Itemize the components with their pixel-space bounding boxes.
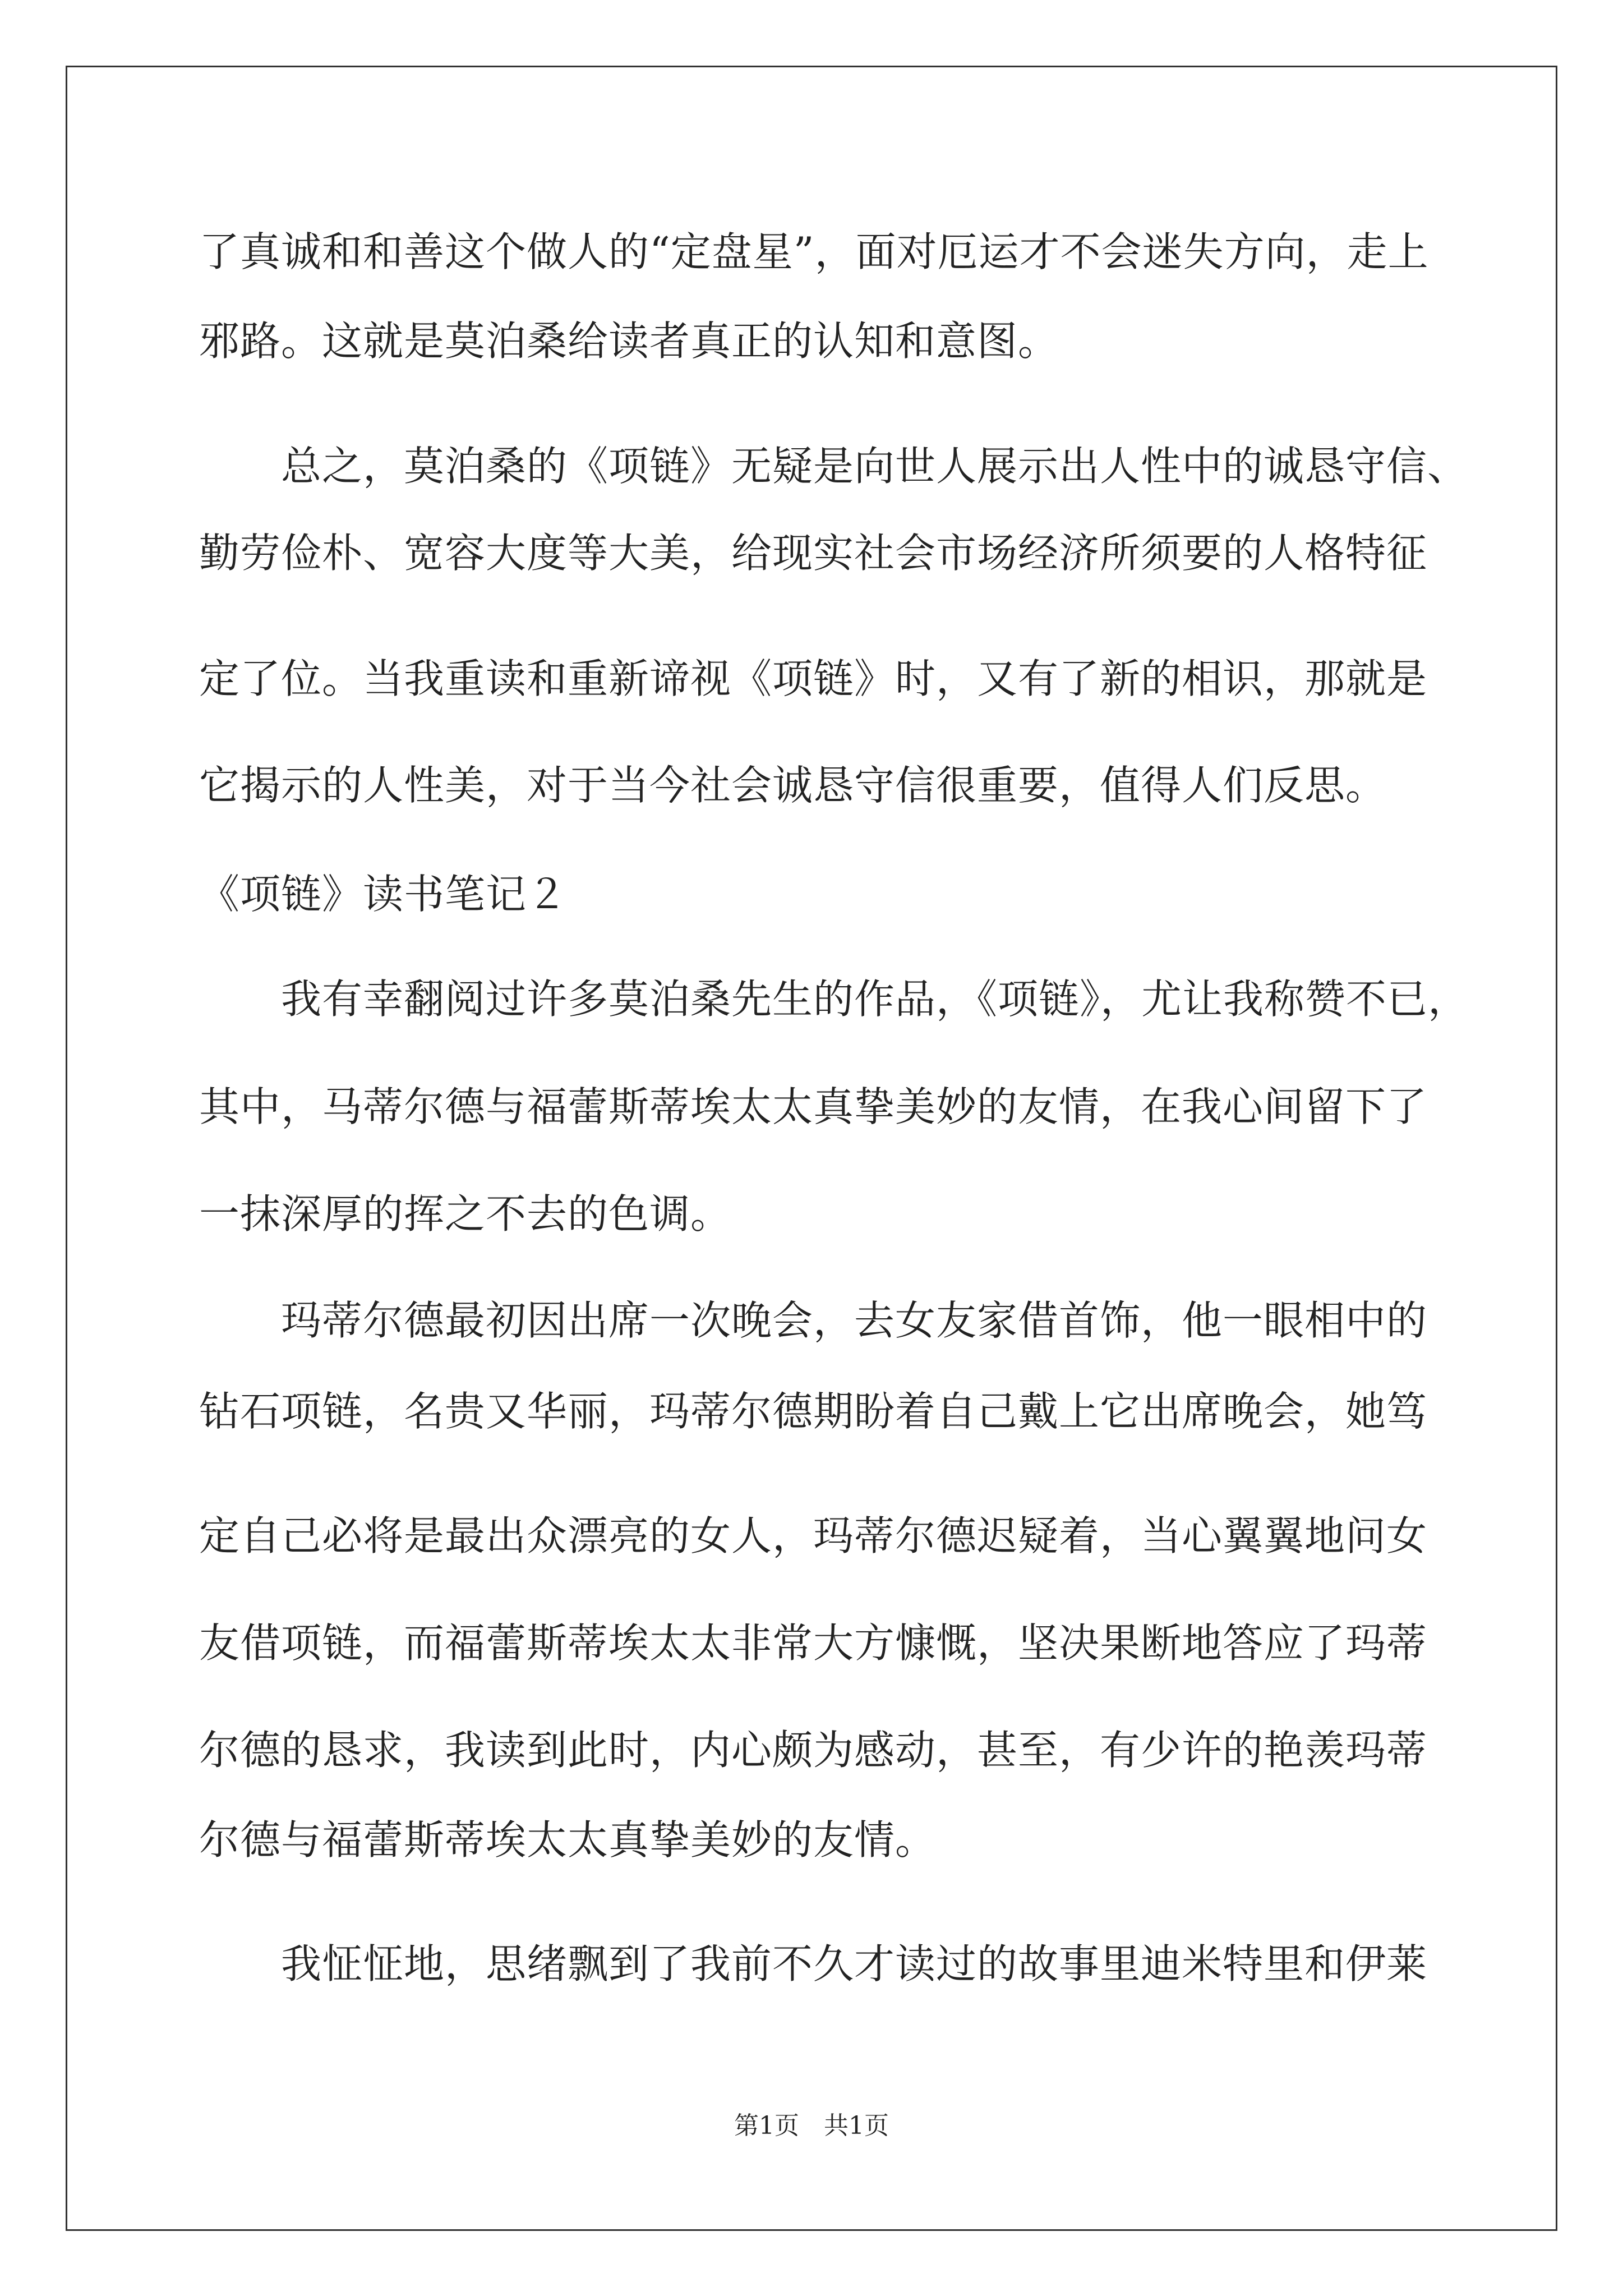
text-line: 我有幸翻阅过许多莫泊桑先生的作品，《项链》，尤让我称赞不已， [199,976,1469,1023]
text-line: 勤劳俭朴、宽容大度等大美，给现实社会市场经济所须要的人格特征 [199,530,1428,577]
page-border [66,66,1557,2231]
text-line: 定自己必将是最出众漂亮的女人，玛蒂尔德迟疑着，当心翼翼地问女 [199,1512,1428,1559]
text-line: 一抹深厚的挥之不去的色调。 [199,1190,732,1237]
text-line: 友借项链，而福蕾斯蒂埃太太非常大方慷慨，坚决果断地答应了玛蒂 [199,1619,1428,1667]
text-line: 其中，马蒂尔德与福蕾斯蒂埃太太真挚美妙的友情，在我心间留下了 [199,1083,1428,1130]
text-line: 邪路。这就是莫泊桑给读者真正的认知和意图。 [199,318,1059,365]
text-line: 定了位。当我重读和重新谛视《项链》时，又有了新的相识，那就是 [199,655,1428,702]
text-line: 总之，莫泊桑的《项链》无疑是向世人展示出人性中的诚恳守信、 [199,443,1469,490]
text-line: 尔德与福蕾斯蒂埃太太真挚美妙的友情。 [199,1816,937,1864]
text-line: 我怔怔地，思绪飘到了我前不久才读过的故事里迪米特里和伊莱 [199,1940,1428,1987]
page-number: 第1页 共1页 [734,2111,889,2140]
text-line: 玛蒂尔德最初因出席一次晚会，去女友家借首饰，他一眼相中的 [199,1297,1428,1344]
section-heading: 《项链》读书笔记２ [199,871,568,918]
text-line: 钻石项链，名贵又华丽，玛蒂尔德期盼着自己戴上它出席晚会，她笃 [199,1388,1428,1435]
text-line: 尔德的恳求，我读到此时，内心颇为感动，甚至，有少许的艳羡玛蒂 [199,1727,1428,1774]
text-line: 了真诚和和善这个做人的“定盘星”，面对厄运才不会迷失方向，走上 [199,228,1429,275]
text-line: 它揭示的人性美，对于当今社会诚恳守信很重要，值得人们反思。 [199,762,1387,809]
